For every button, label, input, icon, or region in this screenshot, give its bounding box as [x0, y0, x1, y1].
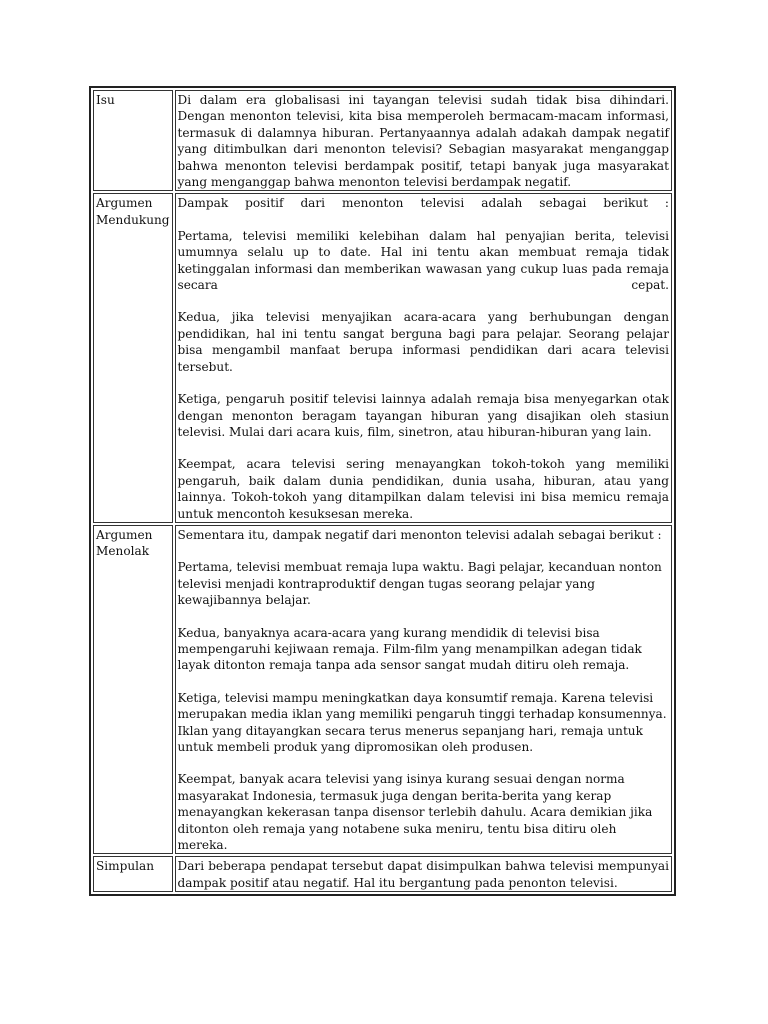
mendukung-point-1: Pertama, televisi memiliki kelebihan dalam hal penyajian berita, televisi umumnya selalu up to date. Hal ini tentu akan membuat remaja tidak ketinggalan informasi dan memberikan wawasan yang cukup luas pada remaja secara cepat.: [177, 228, 669, 293]
row-content-argumen-mendukung: [175, 193, 673, 523]
menolak-point-1: Pertama, televisi membuat remaja lupa waktu. Bagi pelajar, kecanduan nonton televisi menjadi kontraproduktif dengan tugas seorang pelajar yang kewajibannya belajar.: [177, 560, 662, 608]
row-content-isu: [175, 90, 673, 191]
mendukung-point-3: Ketiga, pengaruh positif televisi lainnya adalah remaja bisa menyegarkan otak dengan menonton beragam tayangan hiburan yang disajikan oleh stasiun televisi. Mulai dari acara kuis, film, sinetron, atau hiburan-hiburan yang lain.: [177, 392, 669, 439]
argument-table: [89, 86, 676, 896]
mendukung-point-4: Keempat, acara televisi sering menayangkan tokoh-tokoh yang memiliki pengaruh, baik dalam dunia pendidikan, dunia usaha, hiburan, atau yang lainnya. Tokoh-tokoh yang ditampilkan dalam televisi ini bisa memicu remaja untuk mencontoh kesuksesan mereka.: [177, 457, 669, 521]
menolak-point-4: Keempat, banyak acara televisi yang isinya kurang sesuai dengan norma masyarakat Indonesia, termasuk juga dengan berita-berita yang kerap menayangkan kekerasan tanpa disensor terlebih dahulu. Acara demikian jika ditonton oleh remaja yang notabene suka meniru, tentu bisa ditiru oleh mereka.: [177, 772, 653, 853]
row-label-simpulan: Simpulan: [93, 856, 173, 892]
row-content-simpulan: [175, 856, 673, 892]
row-label-argumen-mendukung: Argumen Mendukung: [93, 193, 173, 523]
mendukung-intro: Dampak positif dari menonton televisi adalah sebagai berikut :: [177, 196, 669, 211]
row-label-argumen-menolak: Argumen Menolak: [93, 525, 173, 855]
table-row-isu: [93, 90, 672, 191]
menolak-intro: Sementara itu, dampak negatif dari menonton televisi adalah sebagai berikut :: [177, 527, 662, 542]
table-row-argumen-menolak: [93, 525, 672, 855]
isu-paragraph: Di dalam era globalisasi ini tayangan televisi sudah tidak bisa dihindari. Dengan menonton televisi, kita bisa memperoleh bermacam-macam informasi, termasuk di dalamnya hiburan. Pertanyaannya adalah adakah dampak negatif yang ditimbulkan dari menonton televisi? Sebagian masyarakat menganggap bahwa menonton televisi berdampak positif, tetapi banyak juga masyarakat yang menganggap bahwa menonton televisi berdampak negatif.: [177, 93, 669, 190]
menolak-point-2: Kedua, banyaknya acara-acara yang kurang mendidik di televisi bisa mempengaruhi kejiwaan remaja. Film-film yang menampilkan adegan tidak layak ditonton remaja tanpa ada sensor sangat mudah ditiru oleh remaja.: [177, 625, 642, 673]
row-content-argumen-menolak: [175, 525, 673, 855]
menolak-point-3: Ketiga, televisi mampu meningkatkan daya konsumtif remaja. Karena televisi merupakan media iklan yang memiliki pengaruh tinggi terhadap konsumennya. Iklan yang ditayangkan secara terus menerus sepanjang hari, remaja untuk untuk membeli produk yang dipromosikan oleh produsen.: [177, 690, 667, 754]
table-row-argumen-mendukung: [93, 193, 672, 523]
row-label-isu: Isu: [93, 90, 173, 191]
simpulan-paragraph: Dari beberapa pendapat tersebut dapat disimpulkan bahwa televisi mempunyai dampak positif atau negatif. Hal itu bergantung pada penonton televisi.: [177, 859, 669, 890]
table-row-simpulan: [93, 856, 672, 892]
mendukung-point-2: Kedua, jika televisi menyajikan acara-acara yang berhubungan dengan pendidikan, hal ini tentu sangat berguna bagi para pelajar. Seorang pelajar bisa mengambil manfaat berupa informasi pendidikan dari acara televisi tersebut.: [177, 310, 669, 374]
